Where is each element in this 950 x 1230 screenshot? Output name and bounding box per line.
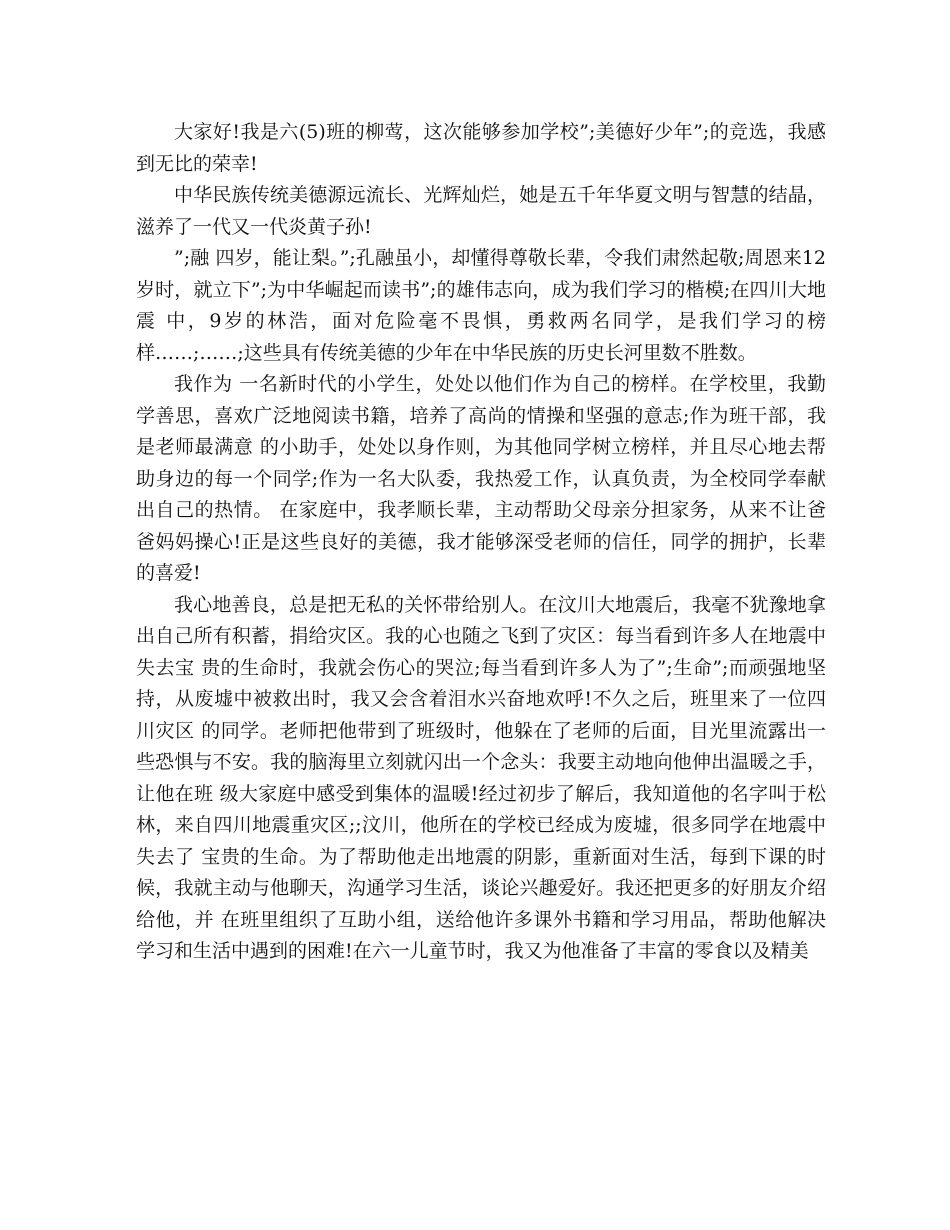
paragraph-tradition: 中华民族传统美德源远流长、光辉灿烂，她是五千年华夏文明与智慧的结晶，滋养了一代又一代炎黄子孙! — [136, 184, 826, 238]
document-body — [136, 117, 826, 968]
paragraph-examples: ”;融 四岁，能让梨。”;孔融虽小，却懂得尊敬长辈，令我们肃然起敬;周恩来12岁时，就立下”;为中华崛起而读书”;的雄伟志向，成为我们学习的楷模;在四川大地震 中，9岁的林浩，面对危险毫不畏惧，勇救两名同学，是我们学习的榜样……;……;这些具有传统美德的少年在中华民族的历史长河里数不胜数。 — [136, 247, 826, 364]
paragraph-role-model: 我作为 一名新时代的小学生，处处以他们作为自己的榜样。在学校里，我勤学善思，喜欢广泛地阅读书籍，培养了高尚的情操和坚强的意志;作为班干部，我是老师最满意 的小助手，处处以身作则，为其他同学树立榜样，并且尽心地去帮助身边的每一个同学;作为一名大队委，我热爱工作，认真负责，为全校同学奉献出自己的热情。 在家庭中，我孝顺长辈，主动帮助父母亲分担家务，从来不让爸爸妈妈操心!正是这些良好的美德，我才能够深受老师的信任，同学的拥护，长辈的喜爱! — [136, 373, 826, 584]
paragraph-kindness: 我心地善良，总是把无私的关怀带给别人。在汶川大地震后，我毫不犹豫地拿出自己所有积蓄，捐给灾区。我的心也随之飞到了灾区：每当看到许多人在地震中失去宝 贵的生命时，我就会伤心的哭泣;每当看到许多人为了”;生命”;而顽强地坚持，从废墟中被救出时，我又会含着泪水兴奋地欢呼!不久之后，班里来了一位四川灾区 的同学。老师把他带到了班级时，他躲在了老师的后面，目光里流露出一些恐惧与不安。我的脑海里立刻就闪出一个念头：我要主动地向他伸出温暖之手，让他在班 级大家庭中感受到集体的温暖!经过初步了解后，我知道他的名字叫于松林，来自四川地震重灾区;;汶川，他所在的学校已经成为废墟，很多同学在地震中失去了 宝贵的生命。为了帮助他走出地震的阴影，重新面对生活，每到下课的时候，我就主动与他聊天，沟通学习生活，谈论兴趣爱好。我还把更多的好朋友介绍给他，并 在班里组织了互助小组，送给他许多课外书籍和学习用品，帮助他解决学习和生活中遇到的困难!在六一儿童节时，我又为他准备了丰富的零食以及精美 — [136, 593, 826, 962]
paragraph-greeting: 大家好!我是六(5)班的柳莺，这次能够参加学校”;美德好少年”;的竞选，我感到无比的荣幸! — [136, 121, 826, 175]
